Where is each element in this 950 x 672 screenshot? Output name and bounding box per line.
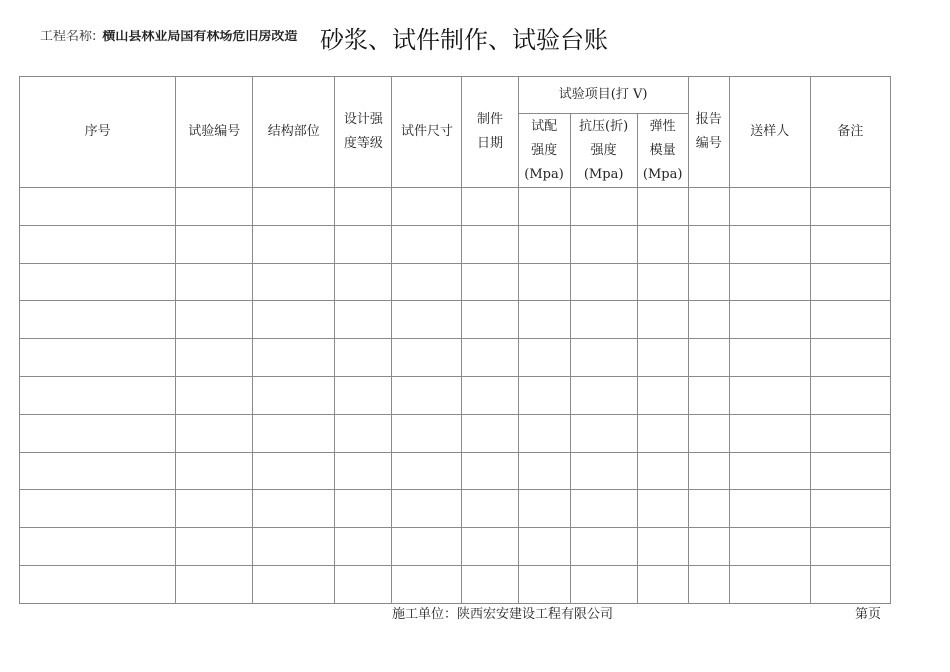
- table-cell: [518, 263, 570, 301]
- table-cell: [462, 490, 518, 528]
- table-cell: [518, 376, 570, 414]
- table-cell: [392, 528, 462, 566]
- col-header-mix-strength-line1: 试配: [531, 118, 558, 134]
- col-header-seq: 序号: [20, 77, 176, 188]
- table-cell: [729, 339, 810, 377]
- table-cell: [810, 225, 890, 263]
- project-label: 工程名称:: [40, 30, 97, 42]
- table-cell: [518, 301, 570, 339]
- table-cell: [176, 490, 253, 528]
- table-cell: [253, 565, 335, 603]
- table-cell: [637, 528, 688, 566]
- table-cell: [518, 452, 570, 490]
- table-cell: [176, 301, 253, 339]
- table-cell: [176, 528, 253, 566]
- table-cell: [688, 301, 729, 339]
- table-cell: [335, 225, 392, 263]
- table-cell: [335, 263, 392, 301]
- table-cell: [637, 452, 688, 490]
- table-cell: [176, 414, 253, 452]
- table-cell: [518, 414, 570, 452]
- table-cell: [729, 376, 810, 414]
- table-cell: [392, 188, 462, 226]
- table-cell: [518, 188, 570, 226]
- table-row: [20, 188, 891, 226]
- table-cell: [392, 414, 462, 452]
- table-cell: [20, 225, 176, 263]
- table-row: [20, 339, 891, 377]
- table-cell: [253, 263, 335, 301]
- table-cell: [20, 376, 176, 414]
- col-header-design-grade-line1: 设计强: [343, 112, 383, 127]
- table-cell: [570, 188, 637, 226]
- table-cell: [20, 301, 176, 339]
- table-cell: [392, 565, 462, 603]
- table-cell: [176, 339, 253, 377]
- table-cell: [637, 339, 688, 377]
- table-cell: [518, 225, 570, 263]
- table-cell: [637, 225, 688, 263]
- col-header-compressive-strength-line1: 抗压(折): [579, 118, 629, 134]
- table-cell: [518, 565, 570, 603]
- table-cell: [253, 225, 335, 263]
- table-cell: [253, 339, 335, 377]
- table-cell: [729, 490, 810, 528]
- table-cell: [810, 565, 890, 603]
- table-cell: [729, 263, 810, 301]
- col-header-test-no: 试验编号: [176, 77, 253, 188]
- table-cell: [20, 263, 176, 301]
- table-cell: [20, 339, 176, 377]
- table-row: [20, 225, 891, 263]
- table-cell: [176, 376, 253, 414]
- table-cell: [688, 225, 729, 263]
- table-cell: [637, 188, 688, 226]
- table-cell: [570, 490, 637, 528]
- table-cell: [20, 565, 176, 603]
- table-cell: [810, 263, 890, 301]
- table-row: [20, 528, 891, 566]
- col-header-compressive-strength: [570, 114, 637, 188]
- table-cell: [688, 528, 729, 566]
- table-cell: [335, 414, 392, 452]
- table-cell: [462, 225, 518, 263]
- table-cell: [253, 188, 335, 226]
- table-cell: [20, 188, 176, 226]
- table-cell: [462, 339, 518, 377]
- col-header-mix-strength: [518, 114, 570, 188]
- col-header-report-no-line1: 报告: [695, 112, 722, 127]
- table-cell: [688, 263, 729, 301]
- col-header-design-grade: [335, 77, 392, 188]
- table-cell: [688, 188, 729, 226]
- table-cell: [810, 376, 890, 414]
- col-header-sender: 送样人: [729, 77, 810, 188]
- table-cell: [335, 376, 392, 414]
- table-row: [20, 263, 891, 301]
- col-header-design-grade-line2: 度等级: [343, 136, 383, 151]
- table-cell: [335, 188, 392, 226]
- table-cell: [570, 452, 637, 490]
- table-cell: [570, 225, 637, 263]
- table-cell: [335, 565, 392, 603]
- table-cell: [335, 339, 392, 377]
- table-cell: [253, 452, 335, 490]
- table-cell: [570, 565, 637, 603]
- table-cell: [688, 452, 729, 490]
- table-cell: [253, 414, 335, 452]
- col-header-mix-strength-line3: (Mpa): [524, 166, 564, 182]
- col-header-date-line2: 日期: [477, 136, 504, 151]
- table-cell: [392, 301, 462, 339]
- page-title: 砂浆、试件制作、试验台账: [320, 26, 608, 54]
- table-cell: [176, 565, 253, 603]
- table-cell: [335, 301, 392, 339]
- table-cell: [335, 490, 392, 528]
- table-cell: [570, 376, 637, 414]
- table-cell: [810, 452, 890, 490]
- table-row: [20, 452, 891, 490]
- col-header-elastic-modulus-line1: 弹性: [649, 118, 676, 134]
- table-cell: [335, 528, 392, 566]
- table-cell: [20, 452, 176, 490]
- table-cell: [570, 414, 637, 452]
- col-header-date: [462, 77, 518, 188]
- table-row: [20, 565, 891, 603]
- table-cell: [462, 263, 518, 301]
- table-cell: [253, 376, 335, 414]
- col-header-mix-strength-line2: 强度: [531, 142, 558, 158]
- col-header-report-no-line2: 编号: [695, 136, 722, 151]
- col-header-compressive-strength-line3: (Mpa): [583, 166, 624, 182]
- table-cell: [518, 490, 570, 528]
- table-cell: [462, 376, 518, 414]
- footer-page-number: 第页: [855, 607, 882, 622]
- table-cell: [688, 339, 729, 377]
- table-cell: [176, 225, 253, 263]
- table-cell: [570, 528, 637, 566]
- table-cell: [637, 301, 688, 339]
- table-cell: [688, 414, 729, 452]
- table-cell: [729, 452, 810, 490]
- table-cell: [253, 301, 335, 339]
- table-cell: [810, 528, 890, 566]
- table-cell: [570, 263, 637, 301]
- table-cell: [810, 339, 890, 377]
- table-cell: [392, 225, 462, 263]
- project-name: 横山县林业局国有林场危旧房改造: [102, 30, 298, 42]
- col-header-elastic-modulus: [637, 114, 688, 188]
- table-cell: [637, 565, 688, 603]
- table-cell: [462, 301, 518, 339]
- table-cell: [570, 301, 637, 339]
- table-cell: [570, 339, 637, 377]
- table-cell: [810, 301, 890, 339]
- table-cell: [392, 376, 462, 414]
- table-cell: [176, 188, 253, 226]
- footer-company: 施工单位：陕西宏安建设工程有限公司: [392, 607, 614, 622]
- table-cell: [729, 528, 810, 566]
- table-cell: [253, 528, 335, 566]
- table-cell: [176, 263, 253, 301]
- table-cell: [462, 528, 518, 566]
- table-cell: [462, 188, 518, 226]
- table-cell: [637, 263, 688, 301]
- table-cell: [729, 301, 810, 339]
- table-cell: [462, 565, 518, 603]
- table-cell: [518, 339, 570, 377]
- col-header-test-items: 试验项目(打 V): [518, 77, 688, 114]
- col-header-part: 结构部位: [253, 77, 335, 188]
- table-cell: [810, 188, 890, 226]
- col-header-elastic-modulus-line3: (Mpa): [642, 166, 683, 182]
- col-header-compressive-strength-line2: 强度: [590, 142, 617, 158]
- table-cell: [810, 490, 890, 528]
- col-header-report-no: [688, 77, 729, 188]
- table-cell: [392, 339, 462, 377]
- table-cell: [392, 490, 462, 528]
- table-row: [20, 301, 891, 339]
- table-cell: [176, 452, 253, 490]
- col-header-size: 试件尺寸: [392, 77, 462, 188]
- table-cell: [729, 414, 810, 452]
- table-cell: [462, 452, 518, 490]
- table-cell: [637, 414, 688, 452]
- project-name-line: [40, 30, 325, 42]
- table-cell: [253, 490, 335, 528]
- table-cell: [462, 414, 518, 452]
- table-cell: [688, 490, 729, 528]
- table-cell: [810, 414, 890, 452]
- table-cell: [729, 188, 810, 226]
- table-cell: [518, 528, 570, 566]
- col-header-remarks: 备注: [810, 77, 890, 188]
- table-cell: [392, 263, 462, 301]
- table-cell: [729, 225, 810, 263]
- table-cell: [335, 452, 392, 490]
- table-row: [20, 414, 891, 452]
- test-ledger-table: [19, 76, 891, 604]
- table-cell: [688, 376, 729, 414]
- table-row: [20, 376, 891, 414]
- table-cell: [392, 452, 462, 490]
- table-cell: [637, 376, 688, 414]
- table-cell: [637, 490, 688, 528]
- table-cell: [20, 414, 176, 452]
- table-cell: [20, 490, 176, 528]
- col-header-elastic-modulus-line2: 模量: [649, 142, 676, 158]
- table-row: [20, 490, 891, 528]
- header-row-1: [20, 77, 891, 114]
- table-cell: [20, 528, 176, 566]
- table-cell: [729, 565, 810, 603]
- table-cell: [688, 565, 729, 603]
- col-header-date-line1: 制件: [477, 112, 504, 127]
